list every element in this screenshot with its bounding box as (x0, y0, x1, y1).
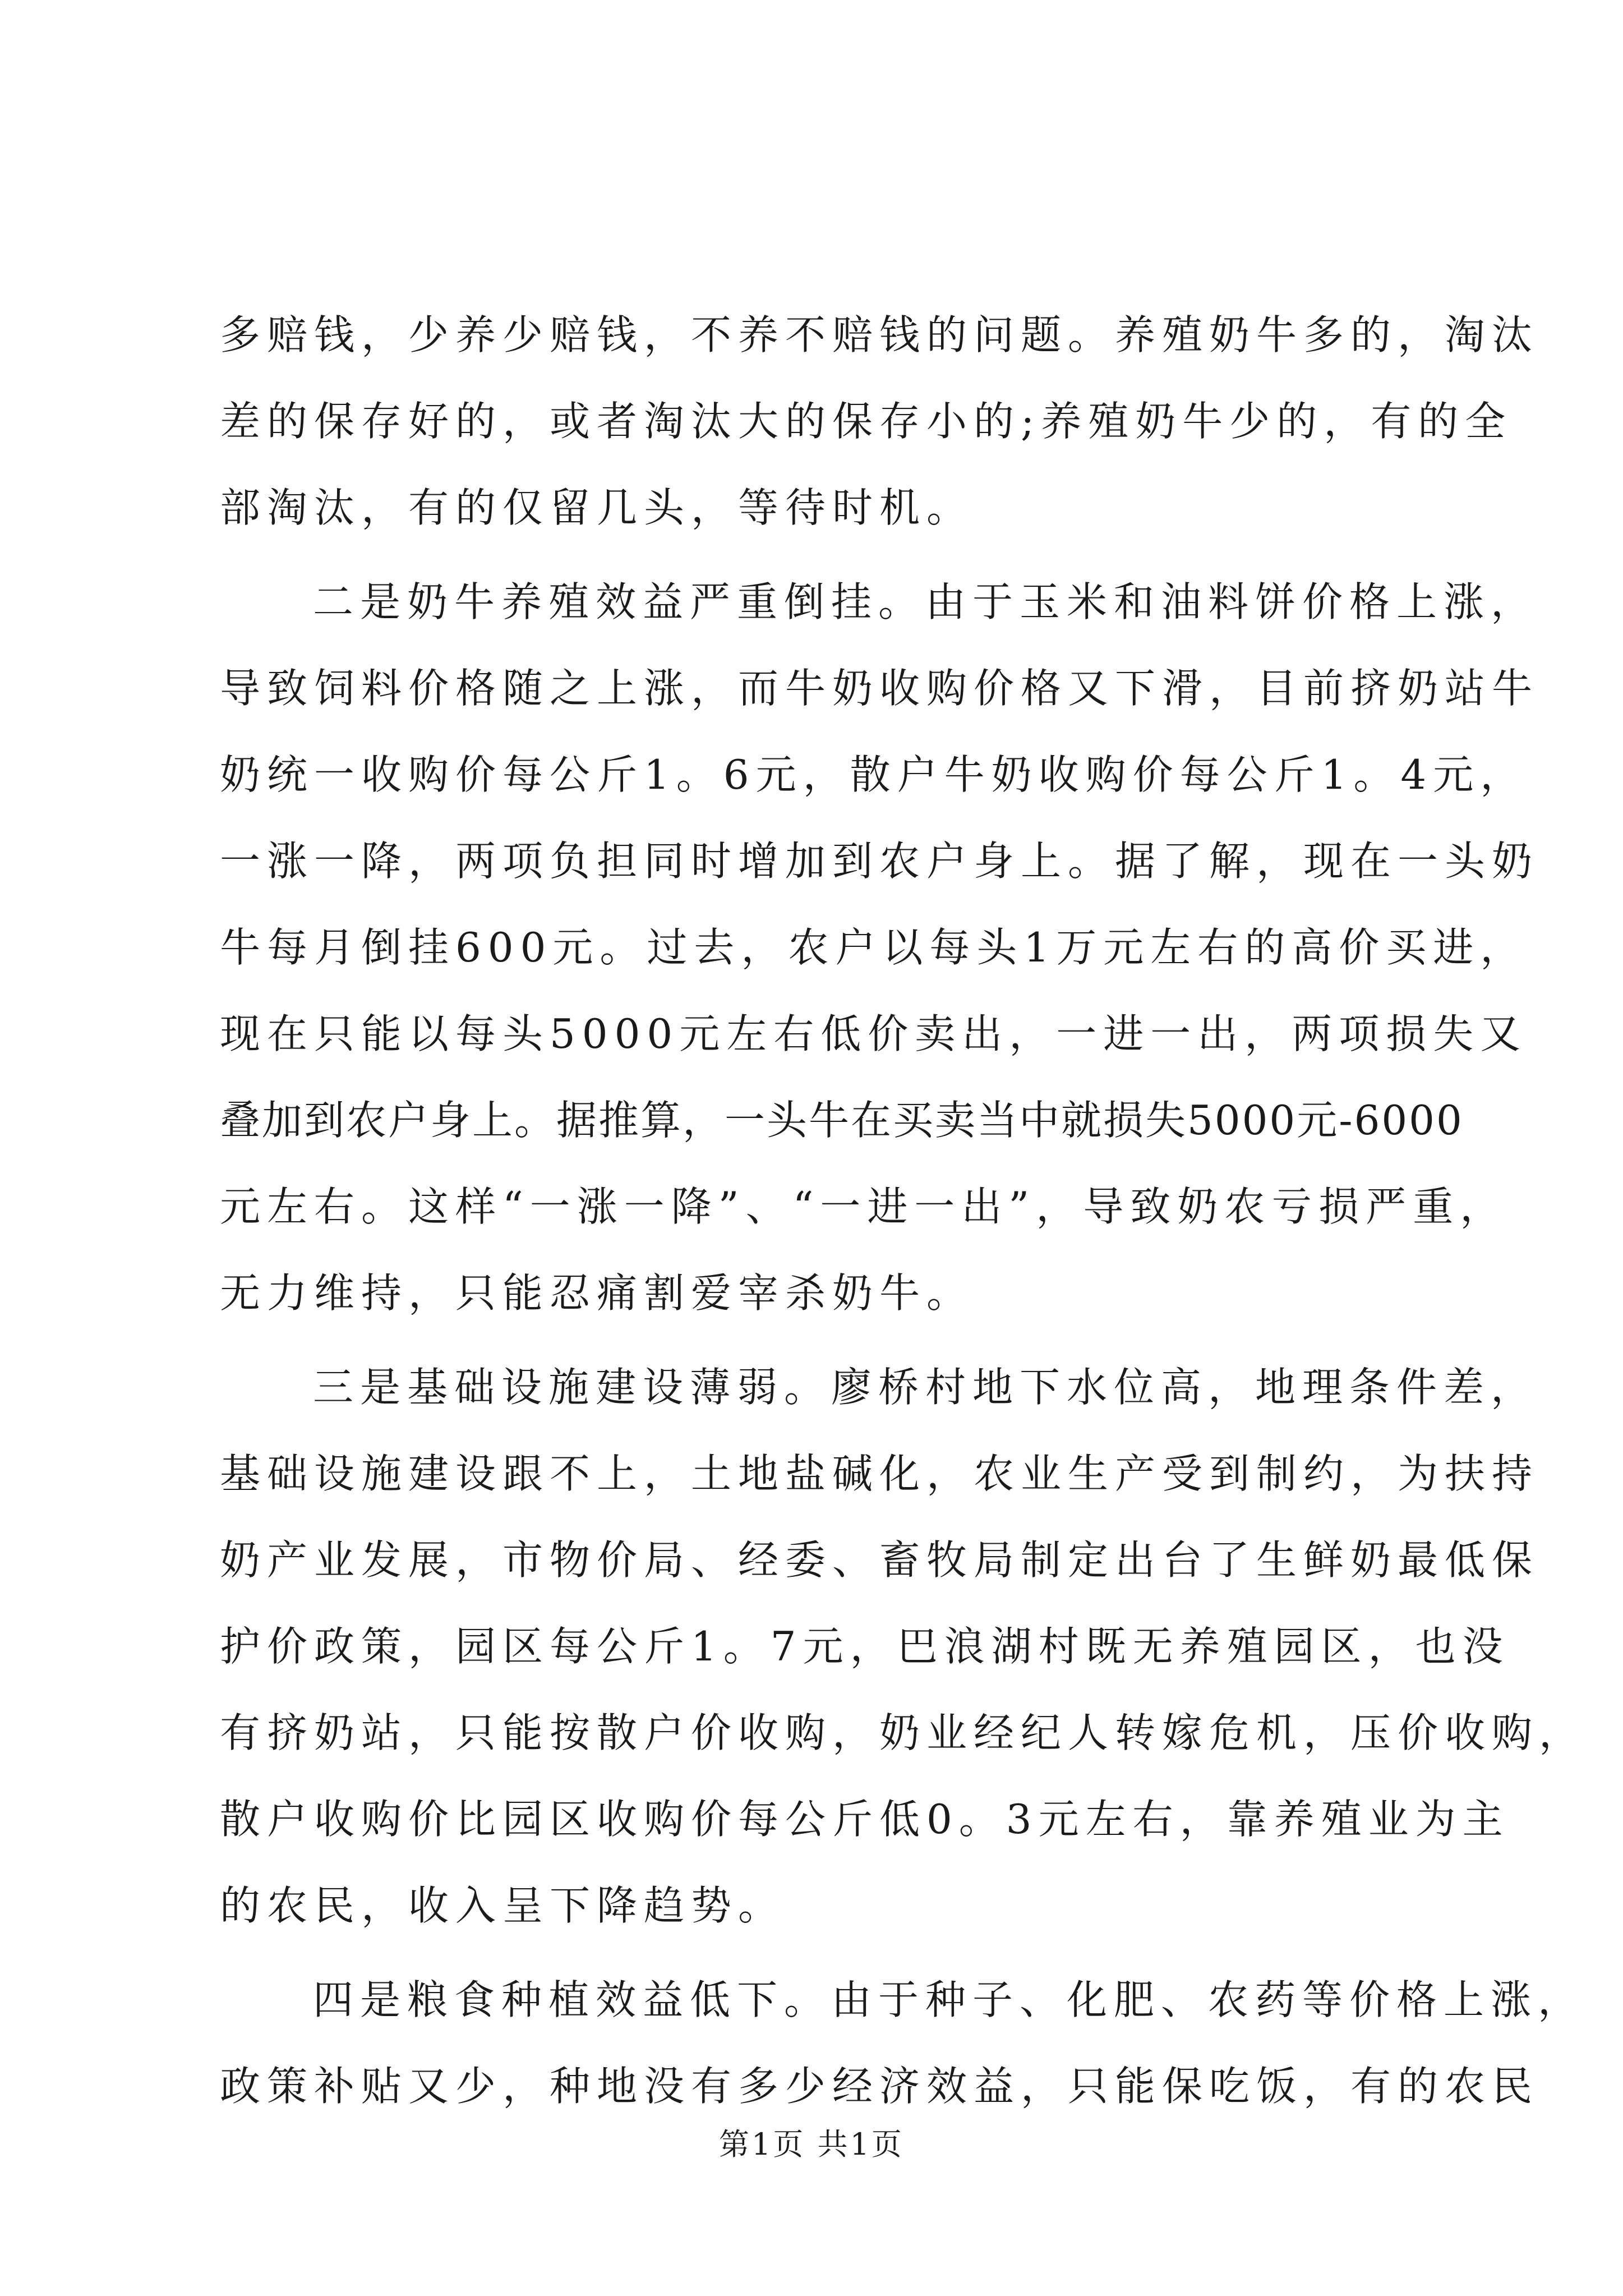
text-line: 的农民，收入呈下降趋势。 (220, 1882, 786, 1929)
document-body (220, 292, 1587, 2129)
text-line: 叠加到农户身上。据推算，一头牛在买卖当中就损失5000元-6000 (220, 1097, 1464, 1144)
text-line: 散户收购价比园区收购价每公斤低0。3元左右，靠养殖业为主 (220, 1796, 1510, 1843)
paragraph-4-first-line: 四是粮食种植效益低下。由于种子、化肥、农药等价格上涨， (313, 1976, 1585, 2023)
text-line: 无力维持，只能忍痛割爱宰杀奶牛。 (220, 1269, 974, 1317)
page-number-footer: 第1页 共1页 (719, 2127, 904, 2162)
text-line: 差的保存好的，或者淘汰大的保存小的;养殖奶牛少的，有的全 (220, 398, 1513, 445)
text-line: 奶统一收购价每公斤1。6元，散户牛奶收购价每公斤1。4元， (220, 751, 1528, 798)
text-line: 一涨一降，两项负担同时增加到农户身上。据了解，现在一头奶 (220, 838, 1539, 885)
text-line: 现在只能以每头5000元左右低价卖出，一进一出，两项损失又 (220, 1010, 1528, 1057)
text-line: 部淘汰，有的仅留几头，等待时机。 (220, 484, 974, 531)
text-line: 基础设施建设跟不上，土地盐碱化，农业生产受到制约，为扶持 (220, 1450, 1539, 1497)
text-line: 护价政策，园区每公斤1。7元，巴浪湖村既无养殖园区，也没 (220, 1623, 1510, 1670)
paragraph-3-first-line: 三是基础设施建设薄弱。廖桥村地下水位高，地理条件差， (313, 1364, 1538, 1411)
text-line: 多赔钱，少养少赔钱，不养不赔钱的问题。养殖奶牛多的，淘汰 (220, 311, 1539, 358)
text-line: 奶产业发展，市物价局、经委、畜牧局制定出台了生鲜奶最低保 (220, 1536, 1539, 1584)
text-line: 元左右。这样“一涨一降”、“一进一出”，导致奶农亏损严重， (220, 1183, 1507, 1230)
text-line: 政策补贴又少，种地没有多少经济效益，只能保吃饭，有的农民 (220, 2063, 1539, 2110)
paragraph-2-first-line: 二是奶牛养殖效益严重倒挂。由于玉米和油料饼价格上涨， (313, 578, 1538, 625)
text-line: 牛每月倒挂600元。过去，农户以每头1万元左右的高价买进， (220, 924, 1528, 971)
text-line: 有挤奶站，只能按散户价收购，奶业经纪人转嫁危机，压价收购， (220, 1709, 1587, 1756)
text-line: 导致饲料价格随之上涨，而牛奶收购价格又下滑，目前挤奶站牛 (220, 665, 1539, 712)
